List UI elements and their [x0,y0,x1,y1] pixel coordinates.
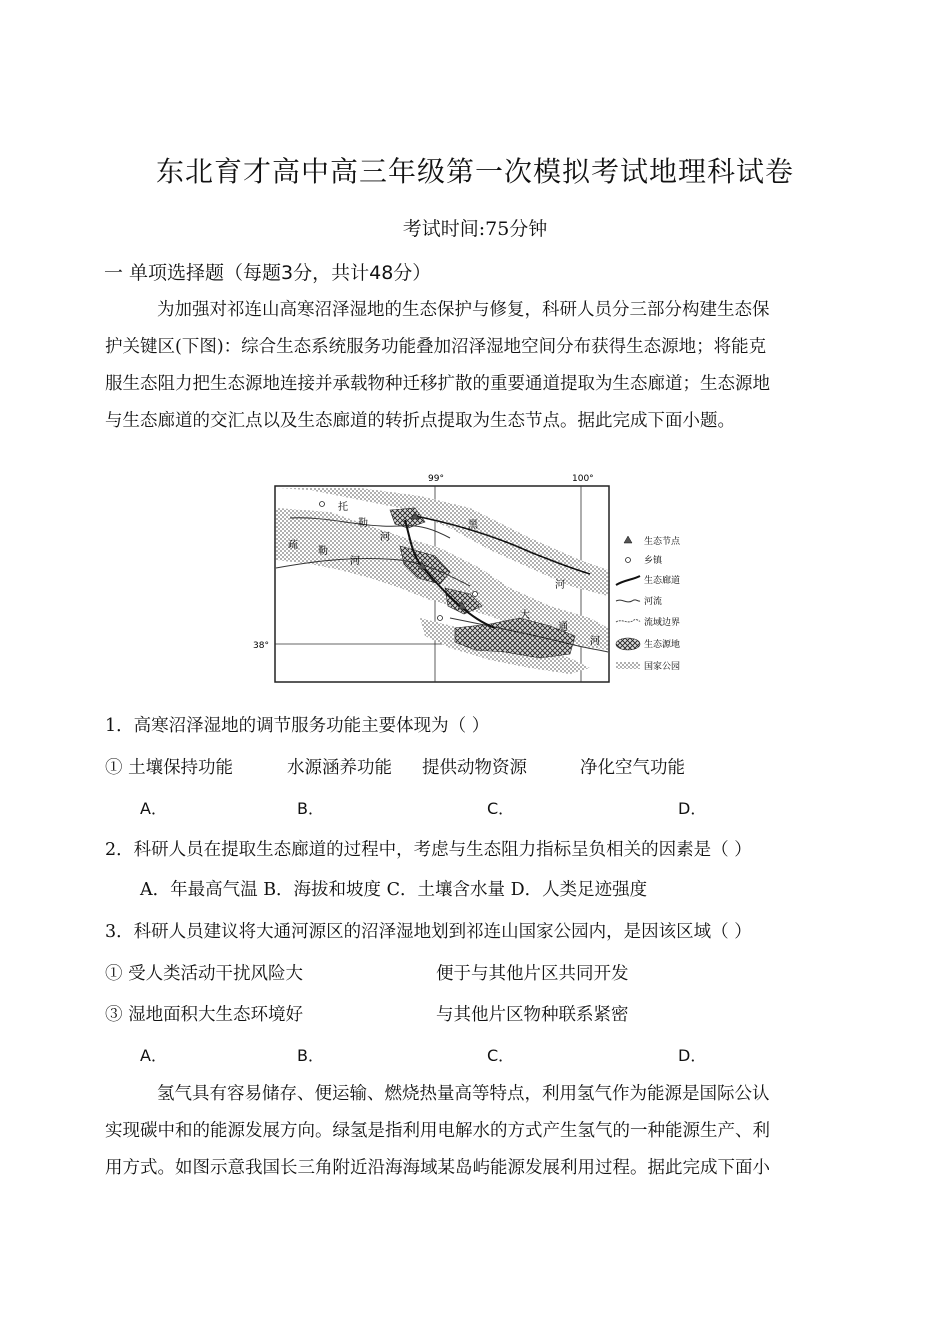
legend-node-icon [624,536,632,543]
passage-1-line: 与生态廊道的交汇点以及生态廊道的转折点提取为生态节点。据此完成下面小题。 [105,411,735,431]
passage-2 [105,1076,845,1187]
map-label: 通 [558,622,568,633]
map-label: 黑 [468,520,478,531]
map-legend [616,535,681,672]
legend-source-icon [616,638,640,650]
question-3-stem: 3．科研人员建议将大通河源区的沼泽湿地划到祁连山国家公园内，是因该区域（ ） [105,922,752,942]
map-label: 河 [590,636,600,647]
passage-2-line: 氢气具有容易储存、便运输、燃烧热量高等特点，利用氢气作为能源是国际公认 [157,1084,770,1104]
q3-statement: ③ 湿地面积大生态环境好 [105,1005,304,1025]
map-label: 河 [380,532,390,543]
exam-duration: 考试时间:75分钟 [402,218,548,240]
town-marker [320,502,325,507]
q3-option-b[interactable]: B． [297,1046,324,1065]
passage-1-line: 护关键区(下图)：综合生态系统服务功能叠加沼泽湿地空间分布获得生态源地；将能克 [105,337,767,357]
legend-park-icon [616,662,640,669]
wetland-map-figure [250,468,720,686]
q3-statement: ① 受人类活动干扰风险大 [105,964,304,984]
question-1-stem: 1．高寒沼泽湿地的调节服务功能主要体现为（ ） [105,716,490,736]
q1-option-d[interactable]: D． [678,799,707,818]
passage-1-line: 服生态阻力把生态源地连接并承载物种迁移扩散的重要通道提取为生态廊道；生态源地 [105,374,770,394]
passage-2-line: 用方式。如图示意我国长三角附近沿海海域某岛屿能源发展利用过程。据此完成下面小 [105,1158,770,1178]
lon-99-label: 99° [428,474,444,484]
town-marker [473,592,478,597]
q3-option-a[interactable]: A． [140,1046,167,1065]
map-label: 托 [338,502,348,513]
map-label: 河 [555,580,565,591]
map-label: 疏 [288,540,298,551]
q1-option-c[interactable]: C． [487,799,515,818]
lon-100-label: 100° [572,474,594,484]
passage-1-line: 为加强对祁连山高寒沼泽湿地的生态保护与修复，科研人员分三部分构建生态保 [157,300,770,320]
q3-option-c[interactable]: C． [487,1046,515,1065]
q1-statement: 水源涵养功能 [287,758,392,778]
map-label: 河 [350,556,360,567]
q1-option-b[interactable]: B． [297,799,324,818]
wetland-map [250,468,720,686]
page-title: 东北育才高中高三年级第一次模拟考试地理科试卷 [155,155,794,188]
legend-label: 生态源地 [644,640,681,650]
legend-label: 乡镇 [644,556,663,566]
q3-statement: 与其他片区物种联系紧密 [436,1005,629,1025]
q1-statement: 提供动物资源 [422,758,527,778]
passage-1 [105,292,845,440]
legend-river-icon [616,600,640,602]
q2-options[interactable]: A．年最高气温 B．海拔和坡度 C．土壤含水量 D．人类足迹强度 [140,880,648,900]
section-heading: 一 单项选择题（每题3分，共计48分） [104,262,432,284]
legend-label: 河流 [644,597,663,607]
map-label: 大 [520,610,530,621]
legend-corridor-icon [616,576,640,585]
map-label: 勒 [358,518,368,529]
legend-label: 国家公园 [644,662,681,672]
legend-label: 流域边界 [644,618,681,628]
question-2-stem: 2．科研人员在提取生态廊道的过程中，考虑与生态阻力指标呈负相关的因素是（ ） [105,840,752,860]
q1-statement: ① 土壤保持功能 [105,758,234,778]
legend-label: 生态节点 [644,537,681,547]
q3-option-d[interactable]: D． [678,1046,707,1065]
town-marker [438,616,443,621]
passage-2-line: 实现碳中和的能源发展方向。绿氢是指利用电解水的方式产生氢气的一种能源生产、利 [105,1121,770,1141]
map-label: 勒 [318,546,328,557]
q1-option-a[interactable]: A． [140,799,167,818]
q1-statement: 净化空气功能 [580,758,685,778]
legend-boundary-icon [616,619,640,622]
legend-town-icon [626,558,631,563]
q3-statement: 便于与其他片区共同开发 [436,964,629,984]
lat-38-label: 38° [253,641,269,651]
legend-label: 生态廊道 [644,576,681,586]
